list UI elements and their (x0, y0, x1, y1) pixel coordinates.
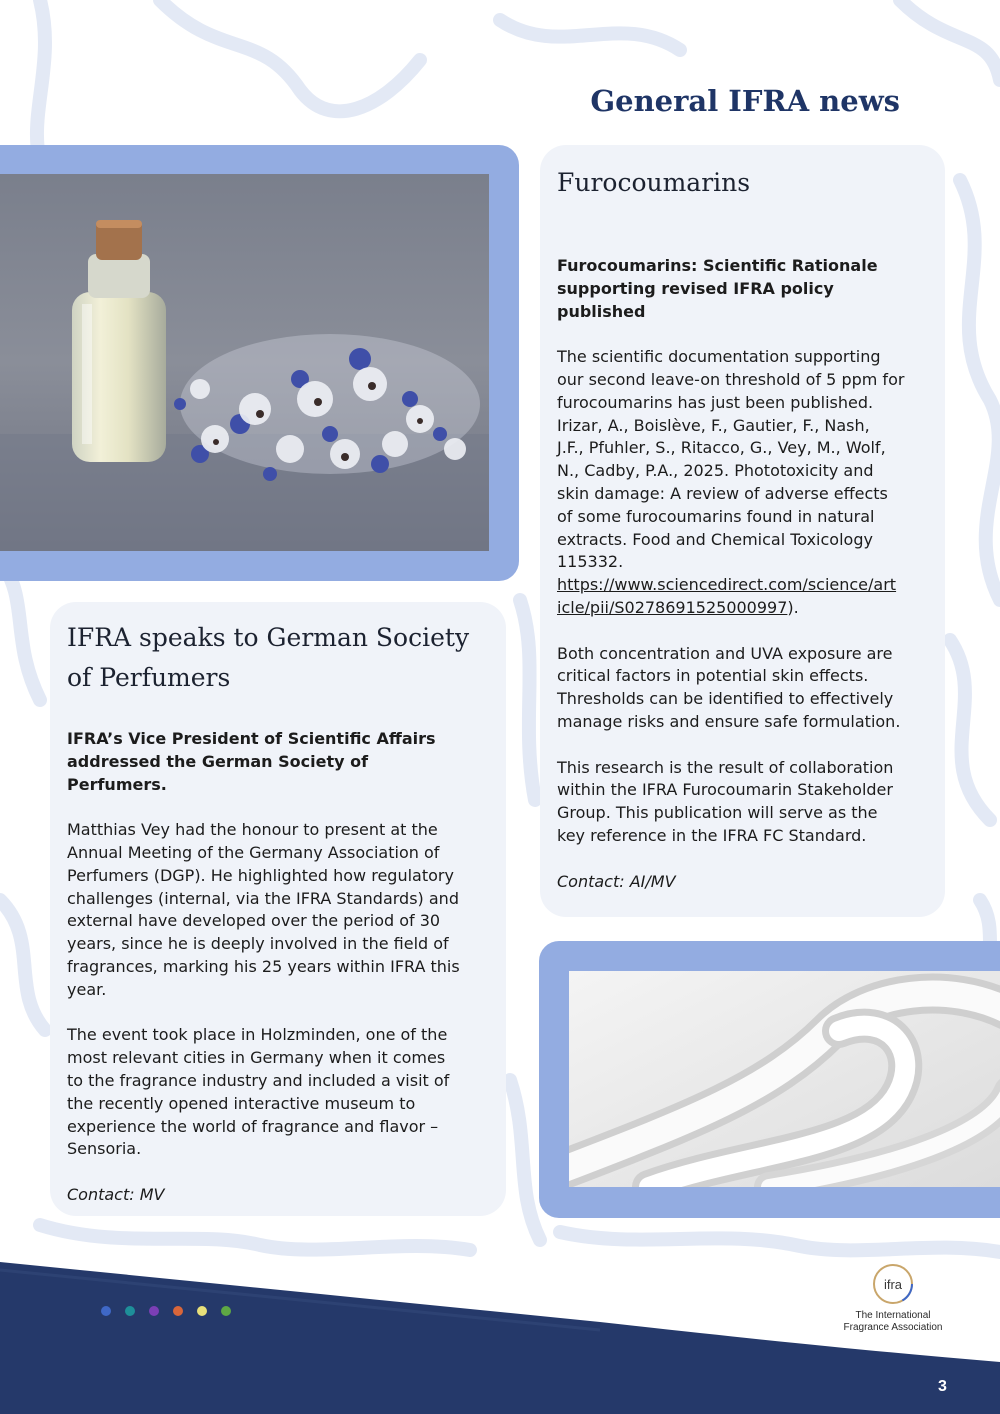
text-line: This research is the result of collaboration (557, 757, 894, 777)
article-link[interactable]: icle/pii/S0278691525000997 (557, 597, 788, 617)
furocoumarins-contact: Contact: AI/MV (557, 871, 676, 891)
text-line: Sensoria. (67, 1139, 142, 1159)
text-line: Irizar, A., Boislève, F., Gautier, F., Nash, (557, 415, 870, 435)
title-line: of Perfumers (67, 663, 231, 692)
text-line: fragrances, marking his 25 years within IFRA this (67, 956, 460, 976)
furocoumarins-lead (557, 255, 927, 323)
text-line: Thresholds can be identified to effectively (557, 689, 894, 709)
text-line: key reference in the IFRA FC Standard. (557, 825, 867, 845)
article-link[interactable]: https://www.sciencedirect.com/science/art (557, 575, 897, 595)
text-line: Matthias Vey had the honour to present at the (67, 820, 438, 840)
text-line: J.F., Pfuhler, S., Ritacco, G., Vey, M., Wolf, (557, 438, 886, 458)
lead-line: IFRA’s Vice President of Scientific Affairs (67, 729, 436, 748)
article-link-line (557, 597, 927, 620)
text-line: manage risks and ensure safe formulation. (557, 711, 901, 731)
page-heading: General IFRA news (590, 84, 900, 118)
text-line: N., Cadby, P.A., 2025. Phototoxicity and (557, 461, 874, 481)
page-number: 3 (938, 1378, 947, 1395)
dot (173, 1306, 183, 1316)
text-line: furocoumarins has just been published. (557, 392, 874, 412)
text-line: extracts. Food and Chemical Toxicology (557, 529, 873, 549)
text-line: skin damage: A review of adverse effects (557, 483, 888, 503)
text-line: 115332. (557, 552, 624, 572)
dot (125, 1306, 135, 1316)
lead-line: Perfumers. (67, 774, 167, 794)
text-line: the recently opened interactive museum to (67, 1093, 416, 1113)
text-line: The scientific documentation supporting (557, 347, 881, 367)
logo-mark-text: ifra (883, 1277, 903, 1292)
text-line: most relevant cities in Germany when it comes (67, 1048, 446, 1068)
text-line: experience the world of fragrance and flavor – (67, 1116, 439, 1136)
text-line: to the fragrance industry and included a visit of (67, 1070, 450, 1090)
article-link-line (557, 574, 927, 597)
logo-line: The International (855, 1310, 931, 1321)
dot (221, 1306, 231, 1316)
text-line: within the IFRA Furocoumarin Stakeholder (557, 780, 893, 800)
color-dots (101, 1306, 231, 1316)
text-line: of some furocoumarins found in natural (557, 506, 875, 526)
lead-line: Furocoumarins: Scientific Rationale (557, 256, 878, 275)
ifra-logo (838, 1262, 948, 1342)
german-society-paragraph-1 (67, 819, 488, 1001)
text-line: Both concentration and UVA exposure are (557, 643, 893, 663)
link-suffix: ). (787, 597, 799, 617)
text-line: Perfumers (DGP). He highlighted how regulatory (67, 865, 454, 885)
logo-line: Fragrance Association (843, 1322, 943, 1333)
german-society-contact: Contact: MV (67, 1184, 165, 1204)
text-line: challenges (internal, via the IFRA Standards) and (67, 888, 459, 908)
dot (149, 1306, 159, 1316)
essential-oil-photo (0, 174, 489, 551)
german-society-lead (67, 728, 488, 796)
dot (101, 1306, 111, 1316)
text-line: year. (67, 979, 107, 999)
german-society-title (67, 618, 488, 698)
german-society-card (50, 602, 506, 1216)
text-line: external have developed over the period of 30 (67, 911, 441, 931)
dot (197, 1306, 207, 1316)
furocoumarins-title: Furocoumarins (557, 168, 751, 197)
text-line: years, since he is deeply involved in the field of (67, 934, 449, 954)
text-line: our second leave-on threshold of 5 ppm for (557, 369, 905, 389)
ifra-logo-icon (871, 1262, 915, 1306)
furocoumarins-paragraph-2 (557, 643, 927, 734)
title-line: IFRA speaks to German Society (67, 623, 470, 652)
lead-line: published (557, 301, 646, 321)
cream-swirl-photo (569, 971, 1000, 1187)
text-line: The event took place in Holzminden, one of the (67, 1025, 448, 1045)
text-line: Annual Meeting of the Germany Association of (67, 842, 440, 862)
lead-line: supporting revised IFRA policy (557, 278, 834, 298)
lead-line: addressed the German Society of (67, 751, 369, 771)
german-society-paragraph-2 (67, 1024, 488, 1161)
furocoumarins-paragraph-1 (557, 346, 927, 620)
text-line: Group. This publication will serve as the (557, 803, 878, 823)
furocoumarins-card (540, 145, 945, 917)
furocoumarins-paragraph-3 (557, 757, 927, 848)
text-line: critical factors in potential skin effects. (557, 666, 869, 686)
